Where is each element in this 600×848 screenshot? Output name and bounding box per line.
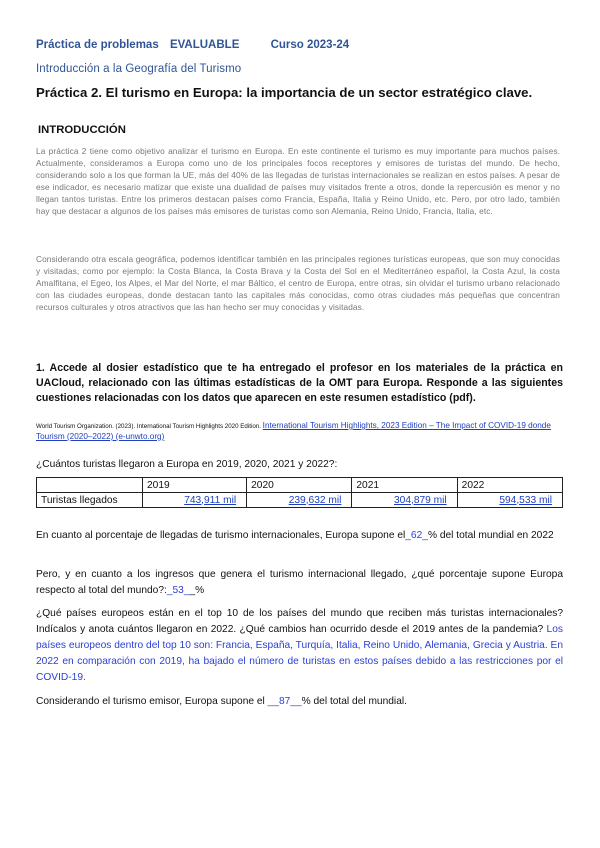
row-label: Turistas llegados bbox=[37, 493, 143, 508]
value-2020[interactable]: 239,632 mil bbox=[247, 493, 352, 508]
course-label: Curso 2023-24 bbox=[270, 39, 350, 51]
arrivals-question: ¿Cuántos turistas llegaron a Europa en 2019, 2020, 2021 y 2022?: bbox=[36, 459, 338, 470]
reference-link[interactable]: International Tourism Highlights, 2023 Edition – The Impact of COVID-19 donde Tourism (2020–2022) (e-unwto.org) bbox=[36, 421, 551, 441]
question-1: 1. Accede al dosier estadístico que te ha entregado el profesor en los materiales de la práctica en UACloud, relacionado con las últimas estadísticas de la OMT para Europa. Responde a las siguientes cuestiones relacionadas con los datos que aparecen en este resumen estadístico (pdf). bbox=[36, 362, 563, 405]
arrivals-table bbox=[36, 477, 563, 508]
emitter-question: Considerando el turismo emisor, Europa supone el __87__% del total del mundial. bbox=[36, 696, 407, 707]
page-title: Práctica 2. El turismo en Europa: la importancia de un sector estratégico clave. bbox=[36, 85, 533, 100]
year-2021: 2021 bbox=[352, 478, 457, 493]
year-2020: 2020 bbox=[247, 478, 352, 493]
top10-answer[interactable]: Los países europeos dentro del top 10 son: Francia, España, Turquía, Italia, Reino Unido, Alemania, Grecia y Austria. En 2022 en comparación con 2019, ha bajado el número de turistas en estos países debido a las restricciones por el COVID-19. bbox=[36, 624, 563, 683]
income-answer[interactable]: _53_ bbox=[166, 585, 190, 596]
reference-source: World Tourism Organization. (2023). International Tourism Highlights 2020 Edition. bbox=[36, 423, 261, 430]
table-header-row bbox=[37, 478, 563, 493]
intro-paragraph-2: Considerando otra escala geográfica, podemos identificar también en las principales regiones turísticas europeas, que son muy conocidas y visitadas, como por ejemplo: la Costa Blanca, la Costa Brava y la Costa del Sol en el Mediterráneo español, la Costa Azul, la costa Amalfitana, el Egeo, los Alpes, el Mar del Norte, el mar Báltico, el centro de Europa, entre otras, sin olvidar el turismo urbano relacionado con las ciudades europeas, donde destacan tanto las capitales más conocidas, como otras ciudades más pequeñas que concentran recursos culturales y otros atractivos que las han hecho ser muy conocidas y visitadas. bbox=[36, 254, 560, 313]
top10-question: ¿Qué países europeos están en el top 10 de los países del mundo que reciben más turistas internacionales? Indícalos y anota cuántos llegaron en 2022. ¿Qué cambios han ocurrido desde el 2019 antes de la pandemia? Los países europeos dentro del top 10 son: Francia, España, Turquía, Italia, Reino Unido, Alemania, Grecia y Austria. En 2022 en comparación con 2019, ha bajado el número de turistas en estos países debido a las restricciones por el COVID-19. bbox=[36, 608, 563, 683]
emitter-answer[interactable]: __87__ bbox=[267, 696, 302, 707]
intro-paragraph-1: La práctica 2 tiene como objetivo analizar el turismo en Europa. En este continente el turismo es muy importante para muchos países. Actualmente, consideramos a Europa como uno de los principales focos receptores y emisores de turistas del mundo. De hecho, considerando solo a los que forman la UE, más del 40% de las llegadas de turistas internacionales se realizan en estos países. A pesar de ese indicador, es necesario matizar que existe una dualidad de países muy visitados frente a otros, donde la repercusión es menor y no llegan tantos turistas. Entre los primeros destacan países como Francia, España, Italia y Reino Unido, etc. Pero, por otro lado, también hay que destacar a algunos de los países más emisores de turistas como son Alemania, Reino Unido, Francia, Italia, etc. bbox=[36, 146, 560, 217]
table-row bbox=[37, 493, 563, 508]
reference bbox=[36, 421, 566, 443]
value-2019[interactable]: 743,911 mil bbox=[143, 493, 247, 508]
year-2019: 2019 bbox=[143, 478, 247, 493]
value-2022[interactable]: 594,533 mil bbox=[457, 493, 562, 508]
practice-label: Práctica de problemas bbox=[36, 39, 159, 51]
subject-label: Introducción a la Geografía del Turismo bbox=[36, 63, 242, 75]
value-2021[interactable]: 304,879 mil bbox=[352, 493, 457, 508]
percent-arrivals-question: En cuanto al porcentaje de llegadas de turismo internacionales, Europa supone el_62_% del total mundial en 2022 bbox=[36, 530, 554, 541]
year-2022: 2022 bbox=[457, 478, 562, 493]
intro-heading: INTRODUCCIÓN bbox=[38, 124, 126, 136]
percent-arrivals-answer[interactable]: _62_ bbox=[405, 530, 428, 541]
evaluable-label: EVALUABLE bbox=[169, 39, 240, 51]
document-header bbox=[36, 39, 349, 51]
income-question: Pero, y en cuanto a los ingresos que genera el turismo internacional llegado, ¿qué porcentaje supone Europa respecto al total del mundo?:_53__% bbox=[36, 569, 563, 596]
